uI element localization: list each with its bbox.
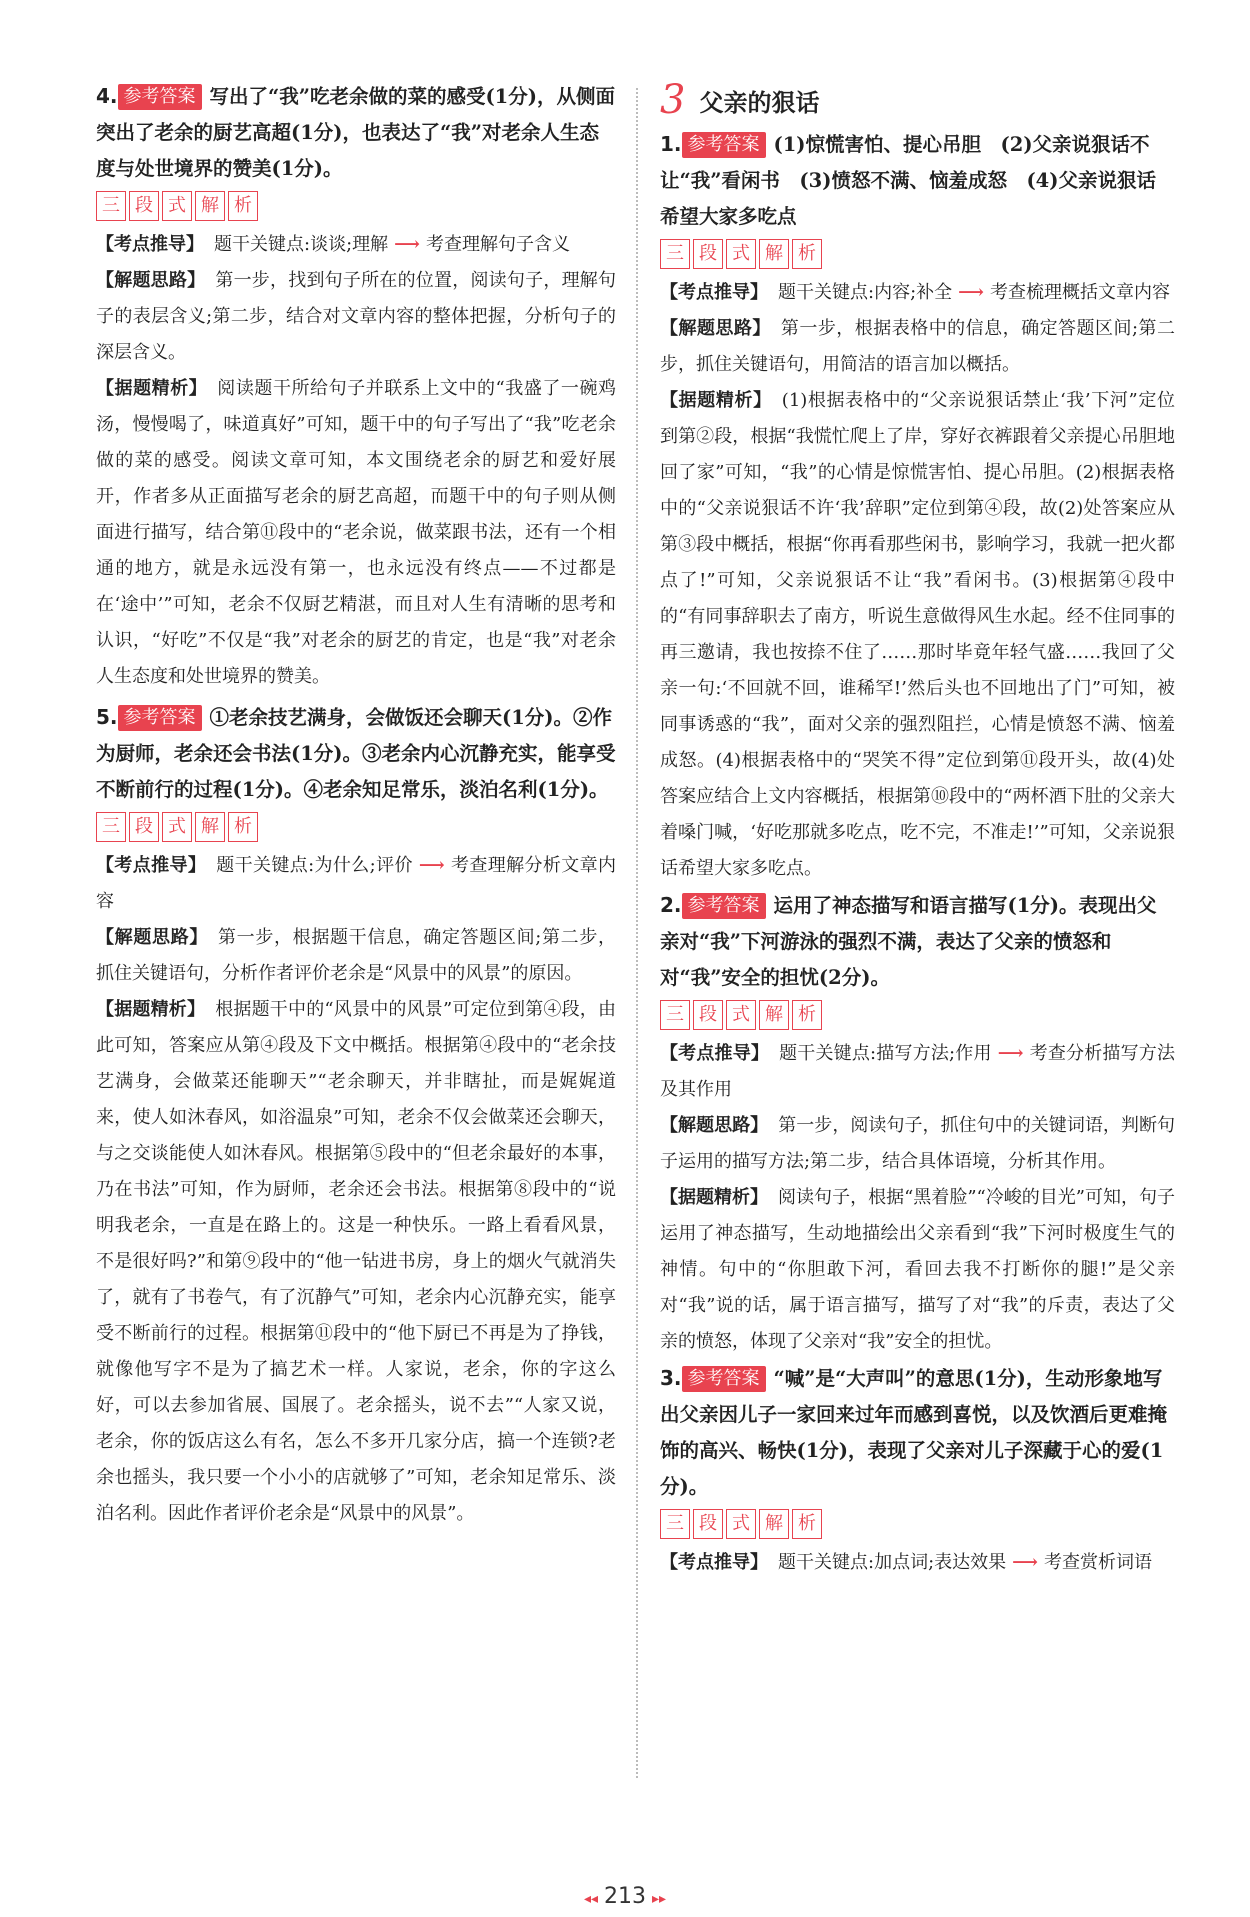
analysis-char: 段 xyxy=(129,812,159,842)
r-q3-answer-text: “喊”是“大声叫”的意思(1分)，生动形象地写出父亲因儿子一家回来过年而感到喜悦，以及饮酒后更难掩饰的高兴、畅快(1分)，表现了父亲对儿子深藏于心的爱(1分)。 xyxy=(660,1367,1168,1498)
q5-jieti xyxy=(96,920,616,992)
q4-jujing xyxy=(96,371,616,695)
jujing-text: 根据题干中的“风景中的风景”可定位到第④段，由此可知，答案应从第④段及下文中概括。根据第④段中的“老余技艺满身，会做菜还能聊天”“老余聊天，并非瞎扯，而是娓娓道来，使人如沐春风，如浴温泉”可知，老余不仅会做菜还会聊天，与之交谈能使人如沐春风。根据第⑤段中的“但老余最好的本事，乃在书法”可知，作为厨师，老余还会书法。根据第⑧段中的“说明我老余，一直是在路上的。这是一种快乐。一路上看看风景，不是很好吗?”和第⑨段中的“他一钻进书房，身上的烟火气就消失了，就有了书卷气，有了沉静气”可知，老余内心沉静充实，能享受不断前行的过程。根据第⑪段中的“他下厨已不再是为了挣钱，就像他写字不是为了搞艺术一样。人家说，老余，你的字这么好，可以去参加省展、国展了。老余摇头，说不去”“人家又说，老余，你的饭店这么有名，怎么不多开几家分店，搞一个连锁?老余也摇头，我只要一个小小的店就够了”可知，老余知足常乐、淡泊名利。因此作者评价老余是“风景中的风景”。 xyxy=(96,999,617,1524)
answer-badge: 参考答案 xyxy=(118,84,202,110)
kaodian-conclusion: 考查理解句子含义 xyxy=(425,234,570,255)
q5-answer-text: ①老余技艺满身，会做饭还会聊天(1分)。②作为厨师，老余还会书法(1分)。③老余内心沉静充实，能享受不断前行的过程(1分)。④老余知足常乐，淡泊名利(1分)。 xyxy=(96,706,616,801)
kaodian-keypoint: 题干关键点:内容;补全 xyxy=(778,282,953,303)
jujing-label: 【据题精析】 xyxy=(660,1187,769,1208)
analysis-header xyxy=(660,1509,1175,1539)
page-left-decoration-icon: ◂◂ xyxy=(583,1891,598,1907)
kaodian-label: 【考点推导】 xyxy=(96,234,204,255)
q5-number: 5. xyxy=(96,705,118,729)
r-q2-answer xyxy=(660,887,1175,996)
analysis-char: 析 xyxy=(228,812,258,842)
r-q1-jujing xyxy=(660,383,1175,887)
column-divider xyxy=(636,88,638,1778)
analysis-char: 三 xyxy=(660,1509,690,1539)
jieti-text: 第一步，根据题干信息，确定答题区间;第二步，抓住关键语句，分析作者评价老余是“风景中的风景”的原因。 xyxy=(96,927,617,984)
r-q1-answer-text: (1)惊慌害怕、提心吊胆 (2)父亲说狠话不让“我”看闲书 (3)愤怒不满、恼羞成怒 (4)父亲说狠话希望大家多吃点 xyxy=(660,133,1156,228)
kaodian-conclusion: 考查分析描写方法及其作用 xyxy=(660,1043,1175,1100)
q4-answer-text: 写出了“我”吃老余做的菜的感受(1分)，从侧面突出了老余的厨艺高超(1分)，也表达了“我”对老余人生态度与处世境界的赞美(1分)。 xyxy=(96,85,615,180)
analysis-header xyxy=(96,812,616,842)
analysis-char: 段 xyxy=(693,239,723,269)
analysis-header xyxy=(660,239,1175,269)
r-q3-number: 3. xyxy=(660,1366,682,1390)
jieti-label: 【解题思路】 xyxy=(660,1115,769,1136)
answer-badge: 参考答案 xyxy=(682,893,766,919)
arrow-right-icon: ⟶ xyxy=(418,855,445,876)
analysis-char: 式 xyxy=(726,239,756,269)
section-heading xyxy=(660,78,1175,122)
left-column xyxy=(96,78,616,1532)
kaodian-keypoint: 题干关键点:谈谈;理解 xyxy=(214,234,389,255)
analysis-char: 段 xyxy=(129,191,159,221)
analysis-char: 式 xyxy=(726,1509,756,1539)
kaodian-keypoint: 题干关键点:加点词;表达效果 xyxy=(778,1552,1007,1573)
analysis-char: 解 xyxy=(759,1509,789,1539)
q5-kaodian xyxy=(96,848,616,920)
r-q2-jieti xyxy=(660,1108,1175,1180)
r-q1-kaodian xyxy=(660,275,1175,311)
r-q3-kaodian xyxy=(660,1545,1175,1581)
analysis-char: 段 xyxy=(693,1000,723,1030)
r-q2-answer-text: 运用了神态描写和语言描写(1分)。表现出父亲对“我”下河游泳的强烈不满，表达了父亲的愤怒和对“我”安全的担忧(2分)。 xyxy=(660,894,1157,989)
kaodian-label: 【考点推导】 xyxy=(96,855,207,876)
section-number: 3 xyxy=(660,77,686,123)
analysis-char: 析 xyxy=(792,1000,822,1030)
jieti-text: 第一步，根据表格中的信息，确定答题区间;第二步，抓住关键语句，用简洁的语言加以概括。 xyxy=(660,318,1175,375)
r-q1-answer xyxy=(660,126,1175,235)
jujing-label: 【据题精析】 xyxy=(96,378,208,399)
q5-answer xyxy=(96,699,616,808)
kaodian-conclusion: 考查梳理概括文章内容 xyxy=(989,282,1170,303)
kaodian-label: 【考点推导】 xyxy=(660,1043,770,1064)
page-number: 213 xyxy=(604,1884,646,1909)
analysis-char: 三 xyxy=(660,239,690,269)
analysis-char: 析 xyxy=(228,191,258,221)
kaodian-conclusion: 考查赏析词语 xyxy=(1043,1552,1152,1573)
jujing-text: 阅读题干所给句子并联系上文中的“我盛了一碗鸡汤，慢慢喝了，味道真好”可知，题干中的句子写出了“我”吃老余做的菜的感受。阅读文章可知，本文围绕老余的厨艺和爱好展开，作者多从正面描写老余的厨艺高超，而题干中的句子则从侧面进行描写，结合第⑪段中的“老余说，做菜跟书法，还有一个相通的地方，就是永远没有第一，也永远没有终点——不过都是在‘途中’”可知，老余不仅厨艺精湛，而且对人生有清晰的思考和认识，“好吃”不仅是“我”对老余的厨艺的肯定，也是“我”对老余人生态度和处世境界的赞美。 xyxy=(96,378,617,687)
jieti-label: 【解题思路】 xyxy=(96,270,206,291)
jieti-text: 第一步，阅读句子，抓住句中的关键词语，判断句子运用的描写方法;第二步，结合具体语境，分析其作用。 xyxy=(660,1115,1176,1172)
right-column xyxy=(660,78,1175,1581)
analysis-char: 析 xyxy=(792,1509,822,1539)
jieti-label: 【解题思路】 xyxy=(96,927,208,948)
arrow-right-icon: ⟶ xyxy=(958,282,984,303)
q4-kaodian xyxy=(96,227,616,263)
analysis-char: 析 xyxy=(792,239,822,269)
r-q2-kaodian xyxy=(660,1036,1175,1108)
analysis-char: 式 xyxy=(162,812,192,842)
analysis-header xyxy=(96,191,616,221)
answer-badge: 参考答案 xyxy=(682,132,766,158)
analysis-header xyxy=(660,1000,1175,1030)
analysis-char: 解 xyxy=(759,239,789,269)
arrow-right-icon: ⟶ xyxy=(997,1043,1024,1064)
kaodian-label: 【考点推导】 xyxy=(660,282,768,303)
r-q1-jieti xyxy=(660,311,1175,383)
q4-answer xyxy=(96,78,616,187)
jieti-text: 第一步，找到句子所在的位置，阅读句子，理解句子的表层含义;第二步，结合对文章内容的整体把握，分析句子的深层含义。 xyxy=(96,270,617,363)
analysis-char: 解 xyxy=(759,1000,789,1030)
analysis-char: 三 xyxy=(96,812,126,842)
r-q2-jujing xyxy=(660,1180,1175,1360)
r-q2-number: 2. xyxy=(660,893,682,917)
analysis-char: 三 xyxy=(660,1000,690,1030)
jieti-label: 【解题思路】 xyxy=(660,318,771,339)
arrow-right-icon: ⟶ xyxy=(1012,1552,1038,1573)
analysis-char: 式 xyxy=(726,1000,756,1030)
r-q3-answer xyxy=(660,1360,1175,1505)
jujing-text: 阅读句子，根据“黑着脸”“冷峻的目光”可知，句子运用了神态描写，生动地描绘出父亲看到“我”下河时极度生气的神情。句中的“你胆敢下河，看回去我不打断你的腿!”是父亲对“我”说的话，属于语言描写，描写了对“我”的斥责，表达了父亲的愤怒，体现了父亲对“我”安全的担忧。 xyxy=(660,1187,1176,1352)
q5-jujing xyxy=(96,992,616,1532)
kaodian-keypoint: 题干关键点:描写方法;作用 xyxy=(779,1043,992,1064)
page-right-decoration-icon: ▸▸ xyxy=(652,1891,667,1907)
q4-number: 4. xyxy=(96,84,118,108)
r-q1-number: 1. xyxy=(660,132,682,156)
analysis-char: 式 xyxy=(162,191,192,221)
arrow-right-icon: ⟶ xyxy=(394,234,420,255)
jujing-label: 【据题精析】 xyxy=(660,390,772,411)
jujing-label: 【据题精析】 xyxy=(96,999,206,1020)
answer-badge: 参考答案 xyxy=(118,705,202,731)
jujing-text: (1)根据表格中的“父亲说狠话禁止‘我’下河”定位到第②段，根据“我慌忙爬上了岸，穿好衣裤跟着父亲提心吊胆地回了家”可知，“我”的心情是惊慌害怕、提心吊胆。(2)根据表格中的“父亲说狠话不许‘我’辞职”定位到第④段，故(2)处答案应从第③段中概括，根据“你再看那些闲书，影响学习，我就一把火都点了!”可知，父亲说狠话不让“我”看闲书。(3)根据第④段中的“有同事辞职去了南方，听说生意做得风生水起。经不住同事的再三邀请，我也按捺不住了……那时毕竟年轻气盛……我回了父亲一句:‘不回就不回，谁稀罕!’然后头也不回地出了门”可知，被同事诱惑的“我”，面对父亲的强烈阻拦，心情是愤怒不满、恼羞成怒。(4)根据表格中的“哭笑不得”定位到第⑪段开头，故(4)处答案应结合上文内容概括，根据第⑩段中的“两杯酒下肚的父亲大着嗓门喊，‘好吃那就多吃点，吃不完，不准走!’”可知，父亲说狠话希望大家多吃点。 xyxy=(660,390,1176,879)
section-title: 父亲的狠话 xyxy=(699,87,820,117)
kaodian-keypoint: 题干关键点:为什么;评价 xyxy=(216,855,413,876)
analysis-char: 解 xyxy=(195,812,225,842)
answer-badge: 参考答案 xyxy=(682,1366,766,1392)
analysis-char: 解 xyxy=(195,191,225,221)
q4-jieti xyxy=(96,263,616,371)
analysis-char: 段 xyxy=(693,1509,723,1539)
kaodian-label: 【考点推导】 xyxy=(660,1552,768,1573)
analysis-char: 三 xyxy=(96,191,126,221)
page-footer xyxy=(0,1884,1250,1909)
kaodian-conclusion: 考查理解分析文章内容 xyxy=(96,855,616,912)
